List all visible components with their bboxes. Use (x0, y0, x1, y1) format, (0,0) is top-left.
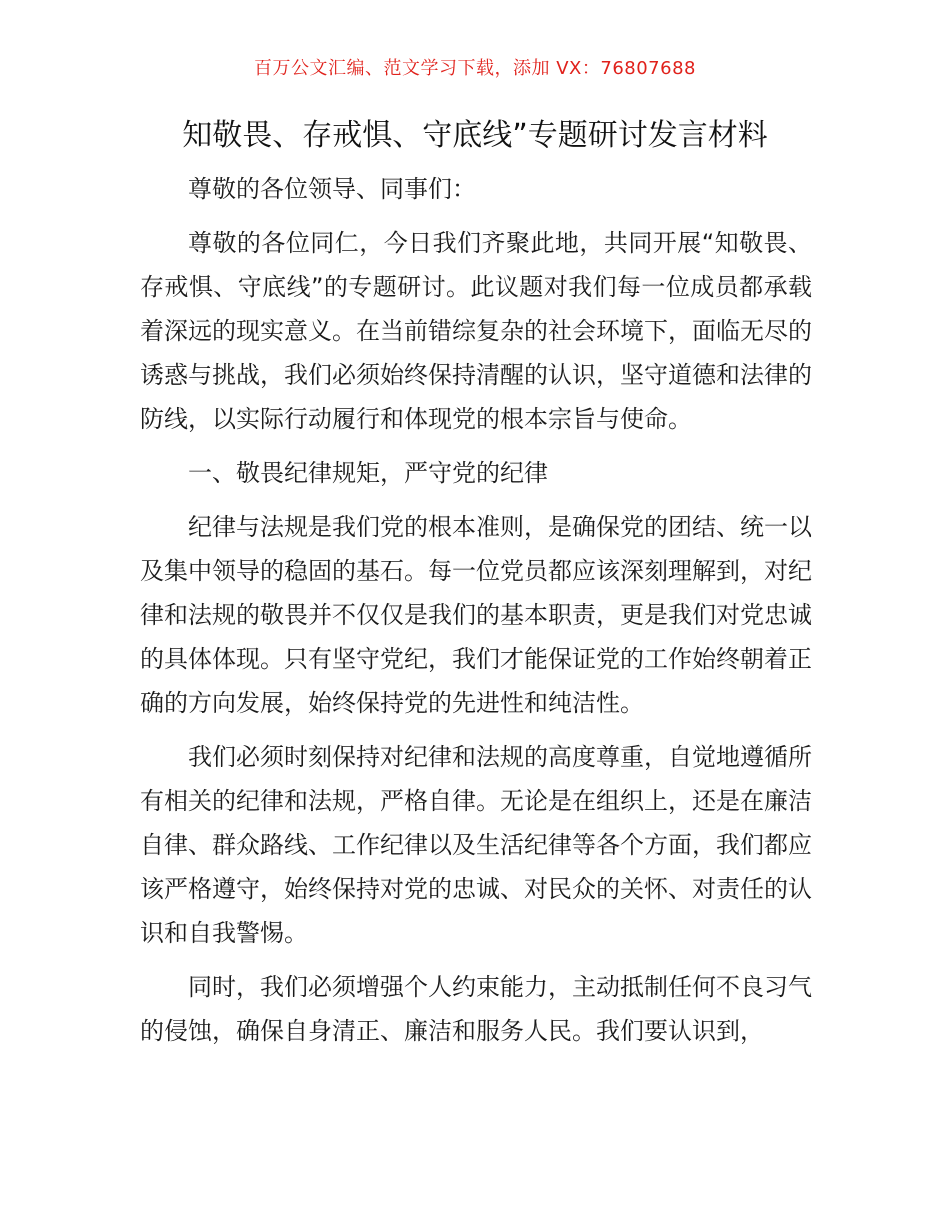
salutation-paragraph: 尊敬的各位领导、同事们： (188, 175, 476, 203)
body-paragraph: 同时，我们必须增强个人约束能力，主动抵制任何不良习气的侵蚀，确保自身清正、廉洁和服务人民。我们要认识到， (140, 973, 812, 1045)
body-paragraph: 我们必须时刻保持对纪律和法规的高度尊重，自觉地遵循所有相关的纪律和法规，严格自律。无论是在组织上，还是在廉洁自律、群众路线、工作纪律以及生活纪律等各个方面，我们都应该严格遵守，始终保持对党的忠诚、对民众的关怀、对责任的认识和自我警惕。 (140, 743, 812, 947)
intro-paragraph: 尊敬的各位同仁，今日我们齐聚此地，共同开展“知敬畏、存戒惧、守底线”的专题研讨。此议题对我们每一位成员都承载着深远的现实意义。在当前错综复杂的社会环境下，面临无尽的诱惑与挑战，我们必须始终保持清醒的认识，坚守道德和法律的防线，以实际行动履行和体现党的根本宗旨与使命。 (140, 229, 812, 433)
document-body (140, 167, 812, 1063)
body-paragraph: 纪律与法规是我们党的根本准则，是确保党的团结、统一以及集中领导的稳固的基石。每一位党员都应该深刻理解到，对纪律和法规的敬畏并不仅仅是我们的基本职责，更是我们对党忠诚的具体体现。只有坚守党纪，我们才能保证党的工作始终朝着正确的方向发展，始终保持党的先进性和纯洁性。 (140, 513, 812, 717)
document-title: 知敬畏、存戒惧、守底线”专题研讨发言材料 (182, 118, 768, 153)
header-banner: 百万公文汇编、范文学习下载，添加 VX：76807688 (254, 58, 696, 79)
section-heading: 一、敬畏纪律规矩，严守党的纪律 (188, 459, 548, 487)
